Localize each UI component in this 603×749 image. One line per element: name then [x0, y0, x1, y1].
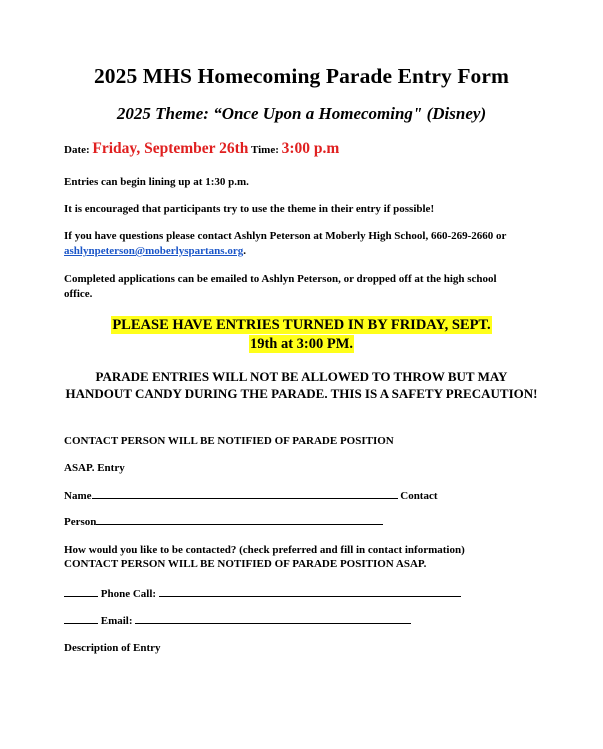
date-label: Date:: [64, 144, 90, 156]
person-field[interactable]: [96, 514, 383, 525]
lineup-text: Entries can begin lining up at 1:30 p.m.: [64, 176, 249, 188]
description-label: Description of Entry: [64, 642, 161, 654]
name-contact-line: [64, 488, 544, 504]
phone-field[interactable]: [159, 586, 461, 597]
deadline-banner: [0, 316, 603, 354]
email-line: [64, 613, 544, 629]
deadline-line-2: 19th at 3:00 PM.: [249, 336, 354, 352]
questions-paragraph: If you have questions please contact Ashlyn Peterson at Moberly High School, 660-269-2660 or ashlynpeterson@moberlyspartans.org.: [64, 230, 507, 257]
throwing-warning: PARADE ENTRIES WILL NOT BE ALLOWED TO THROW BUT MAY HANDOUT CANDY DURING THE PARADE. THIS IS A SAFETY PRECAUTION!: [65, 369, 538, 401]
theme-encourage-text: It is encouraged that participants try to use the theme in their entry if possible!: [64, 203, 435, 215]
time-label: Time:: [250, 144, 279, 156]
contact-method-question: How would you like to be contacted? (check preferred and fill in contact information): [64, 544, 465, 556]
person-label: Person: [64, 516, 97, 528]
phone-label: Phone Call:: [100, 588, 157, 600]
time-value: 3:00 p.m: [281, 140, 340, 157]
notify-asap-text: CONTACT PERSON WILL BE NOTIFIED OF PARADE POSITION ASAP.: [64, 558, 427, 570]
theme-subtitle: 2025 Theme: “Once Upon a Homecoming" (Disney): [116, 104, 487, 123]
date-time-line: [64, 141, 544, 158]
questions-text: If you have questions please contact Ashlyn Peterson at Moberly High School, 660-269-2660 or: [64, 230, 507, 242]
phone-checkbox-blank[interactable]: [64, 586, 98, 597]
date-value: Friday, September 26th: [92, 140, 249, 157]
deadline-line-1: PLEASE HAVE ENTRIES TURNED IN BY FRIDAY, SEPT.: [112, 317, 491, 333]
asap-entry-text: ASAP. Entry: [64, 462, 125, 474]
person-line: [64, 514, 544, 530]
email-checkbox-blank[interactable]: [64, 613, 98, 624]
name-label: Name: [64, 490, 92, 502]
email-field[interactable]: [135, 613, 411, 624]
completed-text: Completed applications can be emailed to Ashlyn Peterson, or dropped off at the high school office.: [64, 273, 497, 300]
form-title: 2025 MHS Homecoming Parade Entry Form: [93, 64, 510, 88]
email-label: Email:: [100, 615, 133, 627]
contact-label: Contact: [400, 490, 438, 502]
notify-text: CONTACT PERSON WILL BE NOTIFIED OF PARADE POSITION: [64, 435, 394, 447]
phone-line: [64, 586, 544, 602]
email-link[interactable]: ashlynpeterson@moberlyspartans.org: [64, 245, 244, 257]
name-field[interactable]: [92, 488, 398, 499]
